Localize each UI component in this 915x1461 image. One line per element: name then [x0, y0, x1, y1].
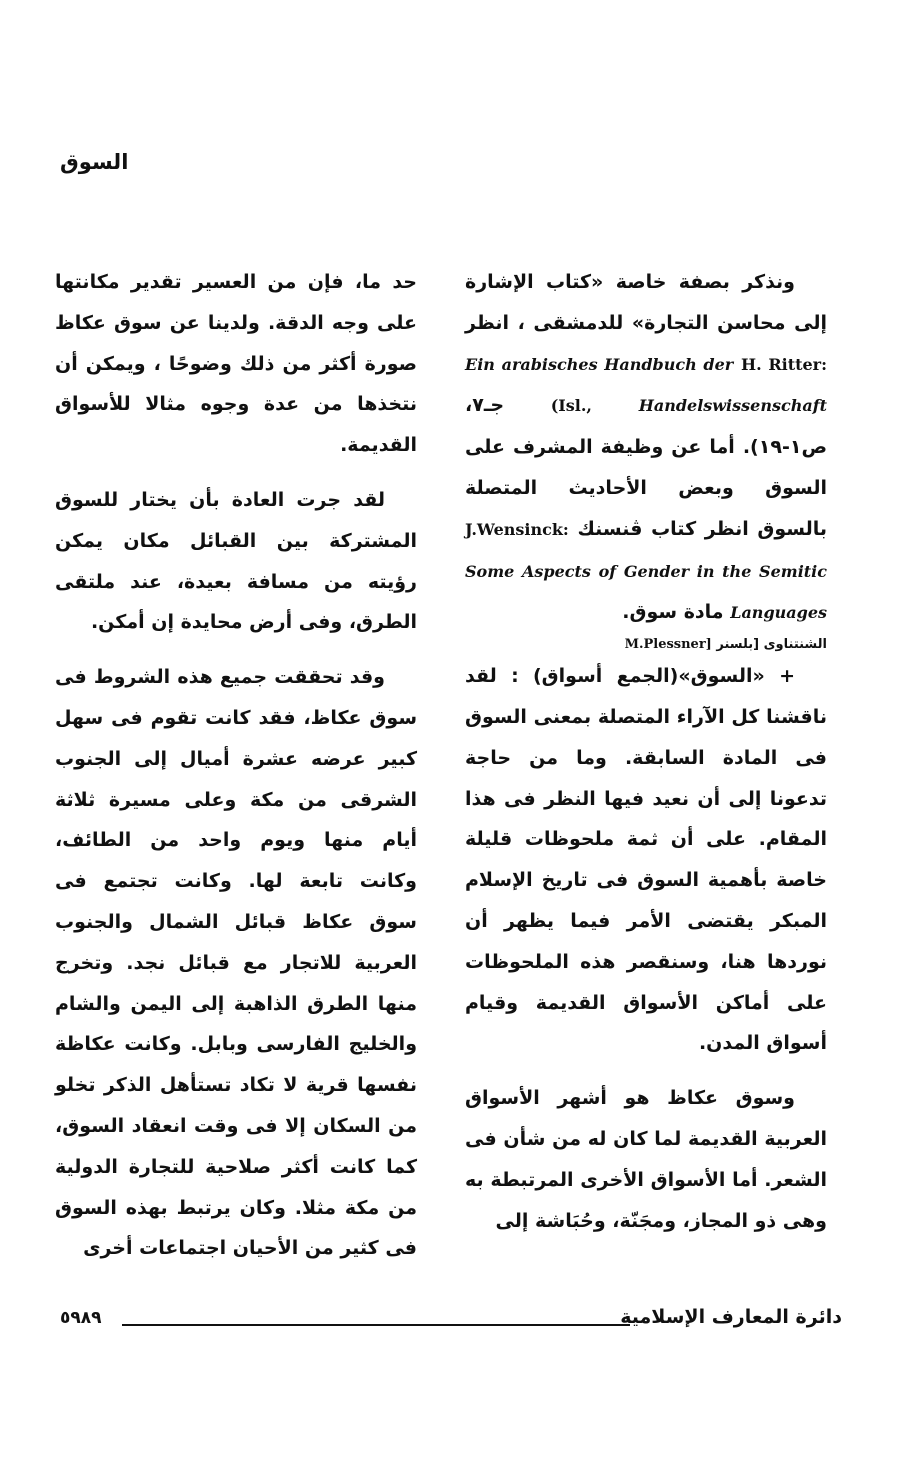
latin-title-wensinck: Some Aspects of Gender in the Semitic Languages: [465, 561, 827, 623]
paragraph-okaz: وسوق عكاظ هو أشهر الأسواق العربية القديمة لما كان له من شأن فى الشعر. أما الأسواق الأخرى المرتبطة به وهى ذو المجاز، ومجَنّة، وحُبَاشة إلى: [465, 1087, 827, 1232]
left-column: [55, 262, 417, 1269]
author-latin: M.Plessner]: [624, 637, 712, 653]
right-column: [465, 262, 827, 1241]
latin-isl: (Isl.,: [550, 396, 592, 416]
text-segment: جـ٧، ص١-١٩). أما عن وظيفة المشرف على السوق وبعض الأحاديث المتصلة بالسوق انظر كتاب ڤنسنك: [465, 394, 827, 540]
author-signature: [465, 634, 827, 656]
page-header: [60, 150, 128, 174]
running-title: السوق: [60, 150, 129, 174]
latin-title-ritter: Ein arabisches Handbuch der Handelswissenschaft: [465, 354, 827, 416]
page-footer: [60, 1306, 842, 1336]
text-segment: مادة سوق.: [622, 601, 724, 624]
latin-author-ritter: H. Ritter:: [740, 354, 827, 374]
paragraph-references: [465, 262, 827, 634]
latin-author-wensinck: J.Wensinck:: [465, 519, 569, 539]
footer-title: دائرة المعارف الإسلامية: [620, 1306, 842, 1328]
paragraph-okaz-conditions: وقد تحققت جميع هذه الشروط فى سوق عكاظ، فقد كانت تقوم فى سهل كبير عرضه عشرة أميال إلى الجنوب الشرقى من مكة وعلى مسيرة ثلاثة أيام منها ويوم واحد من الطائف، وكانت تابعة لها. وكانت تجتمع فى سوق عكاظ قبائل الشمال والجنوب العربية للاتجار مع قبائل نجد. وتخرج منها الطرق الذاهبة إلى اليمن والشام والخليج الفارسى وبابل. وكانت عكاظة نفسها قرية لا تكاد تستأهل الذكر تخلو من السكان إلا فى وقت انعقاد السوق، كما كانت أكثر صلاحية للتجارة الدولية من مكة مثلا. وكان يرتبط بهذه السوق فى كثير من الأحيان اجتماعات أخرى: [55, 666, 417, 1260]
author-arabic: الشنتناوى [بلسنر: [716, 637, 827, 653]
paragraph-market-location: لقد جرت العادة بأن يختار للسوق المشتركة بين القبائل مكان يمكن رؤيته من مسافة بعيدة، عند ملتقى الطرق، وفى أرض محايدة إن أمكن.: [55, 488, 417, 634]
paragraph-entry-start: + «السوق»(الجمع أسواق) : لقد ناقشنا كل الآراء المتصلة بمعنى السوق فى المادة السابقة. وما من حاجة تدعونا إلى أن نعيد فيها النظر فى هذا المقام. على أن ثمة ملحوظات قليلة خاصة بأهمية السوق فى تاريخ الإسلام المبكر يقتضى الأمر فيما يظهر أن نوردها هنا، وسنقصر هذه الملحوظات على أماكن الأسواق القديمة وقيام أسواق المدن.: [465, 665, 827, 1055]
paragraph-continuation: حد ما، فإن من العسير تقدير مكانتها على وجه الدقة. ولدينا عن سوق عكاظ صورة أكثر من ذلك وضوحًا ، ويمكن أن نتخذها من عدة وجوه مثالا للأسواق القديمة.: [55, 271, 417, 457]
footer-rule: [122, 1324, 630, 1326]
page-number: ٥٩٨٩: [60, 1308, 102, 1328]
text-segment: ونذكر بصفة خاصة «كتاب الإشارة إلى محاسن التجارة» للدمشقى ، انظر: [465, 271, 827, 334]
